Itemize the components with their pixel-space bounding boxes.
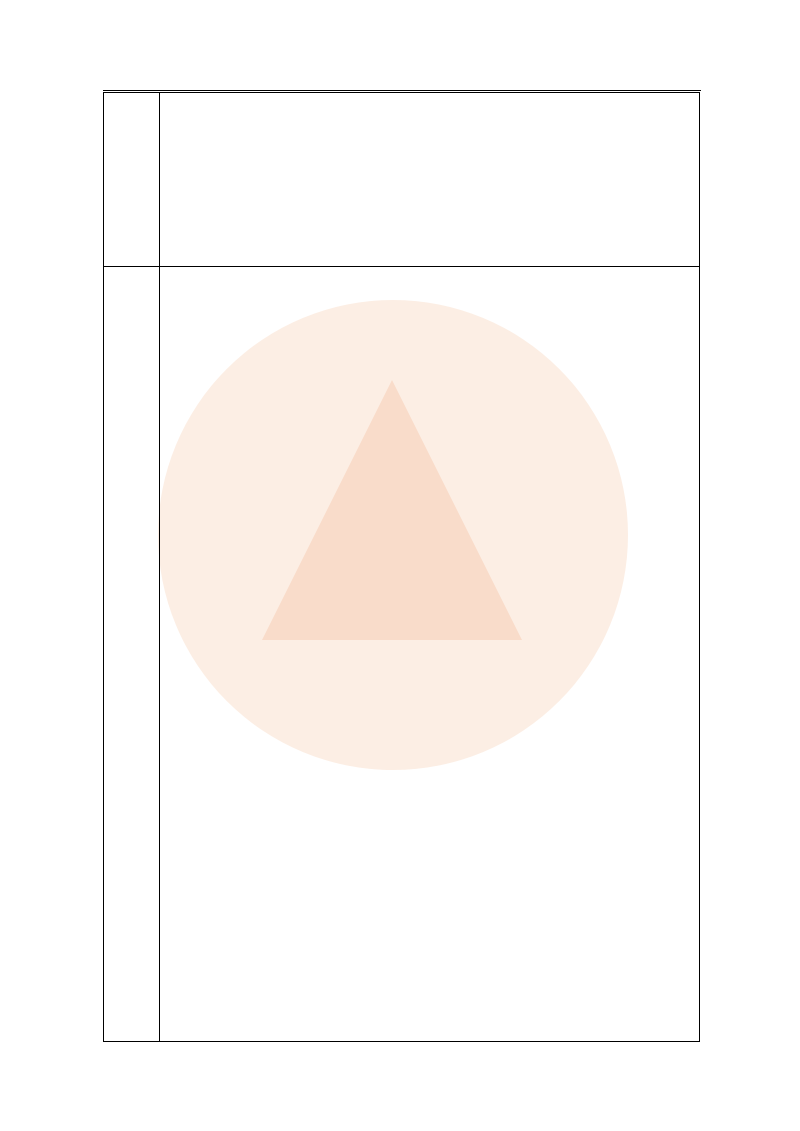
column-divider <box>159 93 160 1041</box>
page-header <box>103 71 701 91</box>
safety-table <box>103 92 700 1042</box>
header-rule <box>103 90 701 91</box>
row-divider <box>104 266 699 267</box>
